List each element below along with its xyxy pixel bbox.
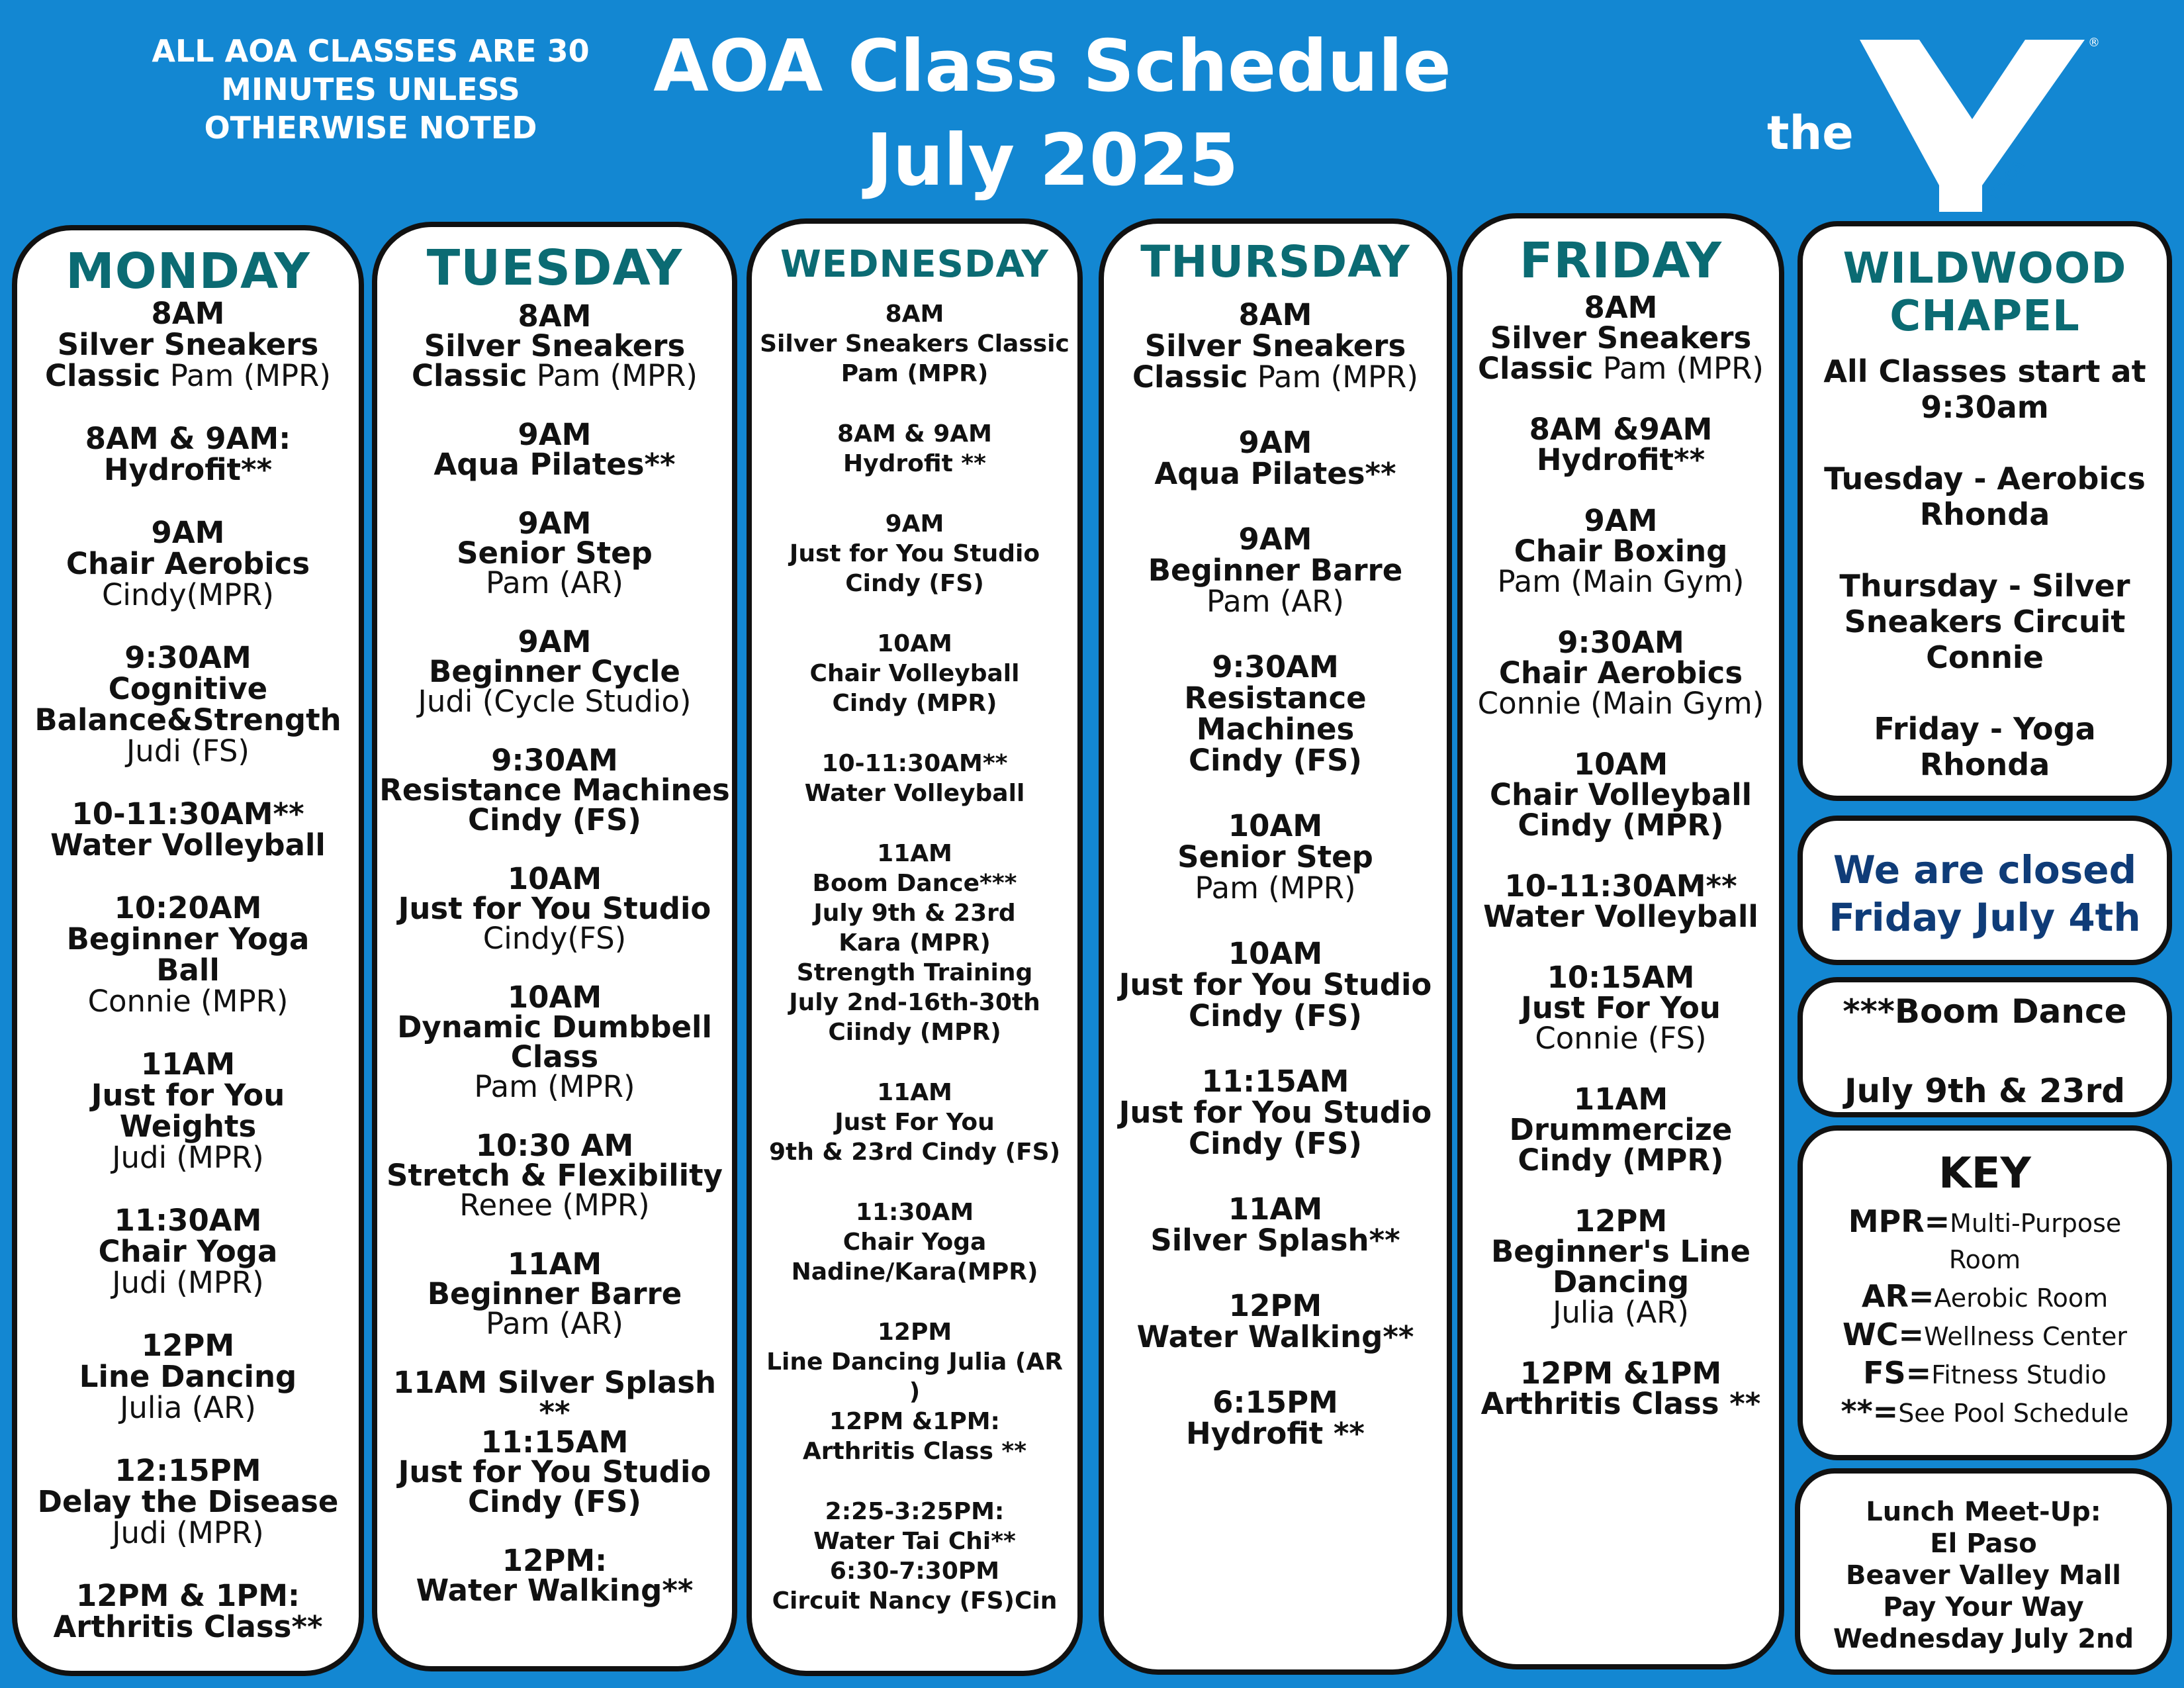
class-line: 9:30AM — [491, 743, 618, 778]
class-line: Silver Sneakers — [1144, 328, 1406, 363]
class-line: 11:30AM — [114, 1203, 262, 1238]
class-line: Cindy (FS) — [1189, 1126, 1362, 1161]
class-line: 11AM — [1573, 1082, 1668, 1117]
class-line: Aqua Pilates** — [433, 447, 676, 482]
class-line: Dynamic Dumbbell — [397, 1009, 712, 1045]
class-line: Just For You — [1521, 990, 1721, 1025]
class-line: 10:15AM — [1547, 960, 1695, 995]
chapel-line: All Classes start at 9:30am — [1823, 353, 2146, 425]
class-line: 10AM — [507, 980, 602, 1015]
class-line: Aqua Pilates** — [1154, 456, 1396, 491]
class-detail: Pam (MPR) — [841, 360, 989, 387]
class-line: Silver Sneakers — [424, 328, 686, 363]
class-line: 9AM — [518, 417, 592, 452]
class-detail: Pam (AR) — [1206, 584, 1344, 619]
monday-column — [12, 225, 364, 1676]
class-detail: Cindy(MPR) — [102, 577, 274, 612]
class-line: Hydrofit** — [103, 452, 273, 487]
class-line: Cindy (FS) — [468, 802, 641, 837]
class-entry — [377, 624, 732, 719]
class-line: Beginner Yoga — [66, 921, 310, 957]
class-line: Chair Volleyball — [1489, 777, 1752, 812]
class-line: 11AM — [877, 840, 952, 867]
wildwood-chapel-panel — [1797, 221, 2172, 801]
class-line: 11:15AM — [480, 1425, 629, 1460]
class-line: 10AM — [1228, 936, 1323, 971]
class-detail: Cindy(FS) — [482, 921, 627, 956]
class-line: Strength Training — [796, 959, 1033, 986]
note-line: ALL AOA CLASSES ARE 30 — [152, 33, 590, 69]
class-entry — [1104, 938, 1447, 1031]
class-line: Weights — [119, 1109, 257, 1144]
class-line: Balance&Strength — [34, 702, 341, 737]
class-line: Cindy (MPR) — [1518, 808, 1724, 843]
class-line: 8AM &9AM — [1529, 412, 1713, 447]
class-line: Cindy (FS) — [468, 1484, 641, 1519]
class-line: Classic Pam (MPR) — [1478, 351, 1764, 386]
class-line: Water Volleyball — [50, 827, 326, 863]
class-line: 10-11:30AM** — [71, 796, 304, 831]
class-line: Just for You — [91, 1078, 285, 1113]
class-line: Line Dancing — [79, 1359, 297, 1394]
class-line: 9th & 23rd Cindy (FS) — [768, 1139, 1061, 1166]
class-line: Classic Pam (MPR) — [412, 358, 698, 393]
thursday-column — [1099, 218, 1452, 1675]
class-line: 9AM — [1238, 522, 1312, 557]
class-line: Resistance Machines — [379, 773, 730, 808]
class-detail: Judi (Cycle Studio) — [418, 684, 692, 719]
class-list — [752, 299, 1077, 1616]
class-line: 9:30AM — [1557, 625, 1684, 660]
class-line: Stretch & Flexibility — [387, 1158, 723, 1193]
class-line: Water Walking** — [416, 1573, 694, 1608]
class-detail: Pam (MPR) — [160, 358, 331, 393]
class-line: 11AM — [140, 1047, 236, 1082]
class-line: 12PM — [877, 1319, 952, 1346]
class-entry — [752, 509, 1077, 598]
page-title — [635, 20, 1469, 208]
class-line: 9AM — [885, 510, 944, 538]
class-line: Beginner's Line — [1490, 1234, 1751, 1269]
class-line: Line Dancing Julia (AR — [766, 1348, 1063, 1376]
class-list — [1104, 299, 1447, 1449]
class-line: 11AM Silver Splash — [392, 1365, 717, 1400]
class-detail: Pam (MPR) — [1195, 870, 1356, 906]
class-entry — [1104, 1387, 1447, 1449]
class-line: Classic Pam (MPR) — [1132, 359, 1418, 395]
class-line: ** — [539, 1395, 570, 1430]
class-line: 10AM — [877, 630, 952, 657]
class-entry — [1463, 414, 1779, 475]
key-title: KEY — [1938, 1149, 2031, 1198]
key-row: MPR=Multi-Purpose Room — [1848, 1203, 2122, 1274]
class-detail: Julia (AR) — [120, 1390, 256, 1425]
class-line: Classic Pam (MPR) — [45, 358, 331, 393]
lunch-line: Wednesday July 2nd — [1833, 1624, 2134, 1654]
boom-title: ***Boom Dance — [1843, 992, 2127, 1031]
class-line: 10:30 AM — [475, 1128, 634, 1163]
class-line: Chair Volleyball — [809, 660, 1020, 687]
class-entry — [17, 423, 359, 485]
class-line: Class — [510, 1039, 599, 1074]
class-line: 8AM — [1584, 290, 1658, 325]
class-detail: Pam (MPR) — [527, 358, 698, 393]
class-line: 9:30AM — [1212, 649, 1339, 684]
class-line: 12PM — [1574, 1203, 1668, 1239]
class-detail: Pam (AR) — [486, 565, 623, 600]
class-line: Hydrofit ** — [843, 450, 986, 477]
class-detail: Judi (FS) — [126, 733, 250, 769]
class-line: Cindy (MPR) — [1518, 1143, 1724, 1178]
class-line: Beginner Barre — [427, 1276, 682, 1311]
class-line: 10AM — [1228, 808, 1323, 843]
class-line: 11AM — [877, 1079, 952, 1106]
class-entry — [1463, 1203, 1779, 1330]
class-entry — [752, 1197, 1077, 1287]
class-line: Arthritis Class ** — [1480, 1386, 1761, 1421]
class-entry — [1104, 299, 1447, 393]
class-entry — [752, 749, 1077, 808]
class-line: Hydrofit** — [1536, 442, 1706, 477]
day-heading: FRIDAY — [1519, 232, 1723, 289]
class-line: Just for You Studio — [1118, 967, 1432, 1002]
class-entry — [752, 1317, 1077, 1466]
class-line: Dancing — [1552, 1264, 1690, 1299]
class-entry — [1104, 651, 1447, 776]
class-line: 11:30AM — [855, 1199, 974, 1226]
class-line: Just for You Studio — [398, 891, 711, 926]
class-line: 9AM — [518, 506, 592, 541]
class-list — [1463, 290, 1779, 1421]
class-entry — [377, 982, 732, 1102]
class-line: 6:30-7:30PM — [829, 1558, 1000, 1585]
class-line: 10-11:30AM** — [821, 750, 1008, 777]
class-entry — [377, 1543, 732, 1608]
closed-notice — [1797, 816, 2172, 965]
tuesday-column — [372, 222, 737, 1671]
class-entry — [17, 892, 359, 1017]
class-line: Water Volleyball — [1483, 899, 1758, 934]
class-line: Chair Aerobics — [1498, 655, 1743, 690]
ymca-logo — [1754, 26, 2098, 212]
class-entry — [1463, 290, 1779, 386]
class-list — [17, 298, 359, 1642]
class-line: Circuit Nancy (FS)Cin — [772, 1587, 1058, 1615]
class-entry — [377, 745, 732, 835]
chapel-line: Tuesday - Aerobics Rhonda — [1824, 461, 2146, 532]
key-row: **=See Pool Schedule — [1841, 1393, 2129, 1429]
class-entry — [377, 301, 732, 391]
class-entry — [17, 1205, 359, 1298]
class-line: Just For You — [835, 1109, 995, 1136]
class-detail: Pam (AR) — [486, 1306, 623, 1341]
lunch-line: Beaver Valley Mall — [1846, 1560, 2121, 1591]
class-entry — [1463, 868, 1779, 934]
class-line: Boom Dance*** — [812, 870, 1017, 897]
class-entry — [377, 1128, 732, 1223]
lunch-line: Lunch Meet-Up: — [1866, 1497, 2101, 1527]
class-entry — [1104, 1290, 1447, 1352]
class-line: Senior Step — [457, 536, 653, 571]
boom-dance-notice — [1797, 977, 2172, 1117]
class-entry — [17, 798, 359, 861]
class-entry — [1104, 1194, 1447, 1256]
class-line: 12PM: — [502, 1543, 608, 1578]
class-line: Cindy (FS) — [1189, 998, 1362, 1033]
class-line: Nadine/Kara(MPR) — [791, 1258, 1038, 1286]
class-line: 9AM — [518, 624, 592, 659]
class-entry — [17, 517, 359, 610]
class-entry — [17, 1330, 359, 1423]
class-line: Ball — [156, 953, 220, 988]
wednesday-column — [747, 218, 1083, 1676]
day-heading: MONDAY — [66, 243, 310, 300]
class-detail: Pam (MPR) — [1248, 359, 1418, 395]
class-line: 9:30AM — [124, 640, 251, 675]
class-line: Drummercize — [1509, 1112, 1733, 1147]
logo-registered: ® — [2088, 36, 2100, 50]
class-entry — [17, 1455, 359, 1548]
day-heading: TUESDAY — [426, 240, 683, 297]
class-line: Chair Boxing — [1514, 534, 1728, 569]
chapel-title-line: CHAPEL — [1889, 292, 2080, 341]
class-line: 12:15PM — [114, 1453, 261, 1488]
class-detail: Connie (MPR) — [87, 984, 289, 1019]
class-line: 8AM — [151, 296, 225, 331]
title-line: July 2025 — [866, 119, 1239, 202]
class-line: Cognitive — [108, 671, 268, 706]
class-line: Silver Sneakers — [1490, 320, 1752, 355]
class-line: Just for You Studio — [789, 540, 1040, 567]
class-entry — [17, 642, 359, 767]
class-line: Beginner Cycle — [429, 654, 680, 689]
class-line: 11:15AM — [1201, 1064, 1349, 1099]
chapel-heading — [1803, 245, 2167, 340]
class-entry — [752, 629, 1077, 718]
class-line: Senior Step — [1177, 839, 1373, 874]
class-detail: Connie (FS) — [1535, 1021, 1707, 1056]
class-line: Arthritis Class ** — [802, 1438, 1027, 1465]
logo-word: the — [1767, 106, 1854, 160]
day-heading: THURSDAY — [1140, 236, 1410, 287]
class-line: 8AM & 9AM: — [85, 421, 291, 456]
class-line: Machines — [1196, 712, 1355, 747]
closed-text: We are closed Friday July 4th — [1829, 847, 2141, 940]
class-entry — [17, 1580, 359, 1642]
class-line: Just for You Studio — [398, 1454, 711, 1489]
class-entry — [752, 1078, 1077, 1167]
class-entry — [1463, 1084, 1779, 1176]
class-line: Silver Sneakers Classic — [760, 330, 1069, 357]
friday-column — [1457, 213, 1784, 1669]
class-line: Water Tai Chi** — [813, 1528, 1016, 1555]
class-detail: Julia (AR) — [1553, 1295, 1689, 1330]
class-line: 12PM & 1PM: — [75, 1578, 300, 1613]
class-line: Just for You Studio — [1118, 1095, 1432, 1130]
class-line: 12PM — [141, 1328, 235, 1363]
class-line: Silver Sneakers — [57, 327, 319, 362]
class-entry — [752, 299, 1077, 389]
class-line: July 9th & 23rd — [813, 900, 1016, 927]
class-line: 12PM &1PM: — [829, 1408, 1000, 1435]
class-line: 9AM — [1238, 425, 1312, 460]
class-list — [377, 299, 732, 1608]
class-line: 2:25-3:25PM: — [825, 1498, 1005, 1525]
class-entry — [752, 419, 1077, 479]
class-line: 8AM & 9AM — [837, 420, 992, 447]
class-detail: Renee (MPR) — [459, 1188, 650, 1223]
class-entry — [1463, 962, 1779, 1054]
class-detail: Connie (Main Gym) — [1477, 686, 1764, 721]
lunch-meetup-panel — [1795, 1468, 2172, 1675]
day-heading: WEDNESDAY — [780, 243, 1049, 286]
class-line: 8AM — [885, 301, 944, 328]
chapel-title-line: WILDWOOD — [1843, 244, 2127, 293]
class-line: 8AM — [1238, 297, 1312, 332]
class-entry — [1463, 625, 1779, 721]
key-panel — [1797, 1125, 2172, 1460]
class-line: Chair Aerobics — [66, 546, 310, 581]
class-line: 10:20AM — [114, 890, 262, 925]
class-detail: Judi (MPR) — [112, 1515, 264, 1550]
class-entry — [1104, 524, 1447, 617]
key-row: WC=Wellness Center — [1843, 1317, 2127, 1352]
class-detail: Judi (MPR) — [112, 1265, 264, 1300]
class-entry — [377, 1246, 732, 1341]
chapel-line: Friday - Yoga Rhonda — [1874, 711, 2096, 782]
class-line: 11AM — [507, 1246, 602, 1282]
lunch-line: Pay Your Way — [1883, 1592, 2084, 1622]
class-detail: Pam (MPR) — [474, 1069, 635, 1104]
class-entry — [1104, 427, 1447, 489]
class-line: 9AM — [1584, 503, 1658, 538]
class-line: Resistance — [1184, 680, 1367, 716]
class-line: Chair Yoga — [98, 1234, 278, 1269]
class-entry — [17, 1049, 359, 1173]
class-line: Cindy (MPR) — [832, 690, 997, 717]
class-line: Delay the Disease — [37, 1484, 339, 1519]
title-line: AOA Class Schedule — [653, 25, 1451, 108]
key-row: AR=Aerobic Room — [1861, 1278, 2109, 1314]
class-line: ) — [909, 1378, 921, 1405]
class-line: 11AM — [1228, 1192, 1323, 1227]
class-line: Silver Splash** — [1150, 1223, 1400, 1258]
class-line: Arthritis Class** — [53, 1609, 323, 1644]
class-line: 10AM — [1573, 747, 1668, 782]
class-line: 9AM — [151, 515, 225, 550]
class-detail: Pam (MPR) — [1593, 351, 1764, 386]
class-entry — [1463, 503, 1779, 599]
note-line: OTHERWISE NOTED — [204, 110, 537, 146]
class-entry — [752, 1497, 1077, 1616]
top-note — [106, 32, 635, 147]
class-entry — [377, 1365, 732, 1519]
class-line: Ciindy (MPR) — [828, 1019, 1001, 1046]
class-detail: Judi (MPR) — [112, 1140, 264, 1175]
class-line: 12PM &1PM — [1520, 1356, 1722, 1391]
class-entry — [752, 839, 1077, 1047]
class-line: Kara (MPR) — [839, 929, 991, 957]
class-detail: Pam (Main Gym) — [1497, 564, 1745, 599]
class-line: 10AM — [507, 861, 602, 896]
note-line: MINUTES UNLESS — [221, 71, 520, 107]
logo-sub: YMCA — [1985, 158, 2028, 205]
class-line: Hydrofit ** — [1186, 1416, 1365, 1451]
class-line: Chair Yoga — [842, 1229, 987, 1256]
class-entry — [1104, 810, 1447, 904]
class-line: 10-11:30AM** — [1504, 868, 1737, 904]
class-line: Water Walking** — [1136, 1319, 1414, 1354]
class-entry — [1463, 749, 1779, 841]
class-line: Cindy (FS) — [1189, 743, 1362, 778]
class-entry — [377, 861, 732, 956]
class-entry — [1104, 1066, 1447, 1159]
class-line: Beginner Barre — [1148, 553, 1403, 588]
class-line: 8AM — [518, 299, 592, 334]
chapel-line: Thursday - Silver Sneakers Circuit Connie — [1839, 568, 2130, 675]
class-entry — [377, 417, 732, 482]
key-row: FS=Fitness Studio — [1863, 1355, 2107, 1391]
class-entry — [1463, 1358, 1779, 1419]
class-line: 12PM — [1228, 1288, 1322, 1323]
class-line: 6:15PM — [1212, 1385, 1338, 1420]
lunch-line: El Paso — [1930, 1528, 2037, 1559]
class-entry — [17, 298, 359, 391]
class-line: Cindy (FS) — [845, 570, 984, 597]
class-entry — [377, 508, 732, 598]
class-line: July 2nd-16th-30th — [789, 989, 1040, 1016]
boom-dates: July 9th & 23rd — [1844, 1072, 2126, 1110]
class-line: Water Volleyball — [804, 780, 1025, 807]
